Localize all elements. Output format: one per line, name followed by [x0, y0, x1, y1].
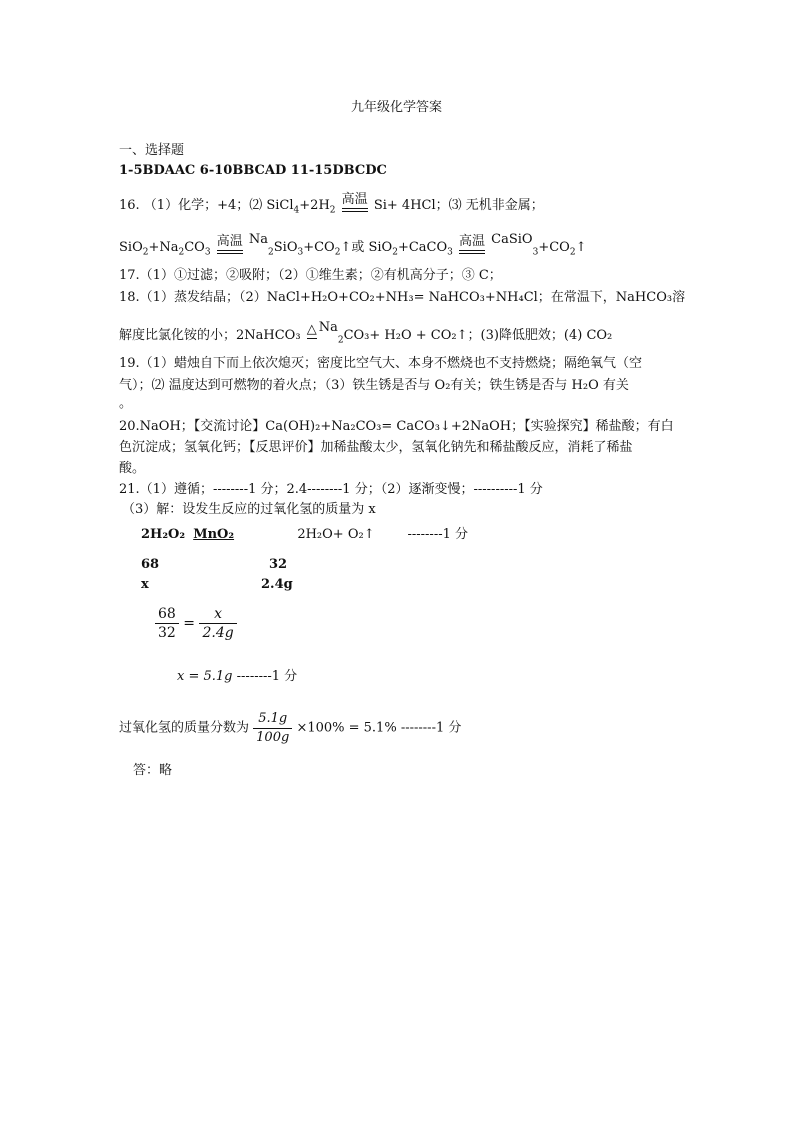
equals-sign: = — [183, 615, 196, 632]
eq-score: --------1 分 — [407, 527, 469, 542]
q16-text-g: Na — [248, 232, 269, 247]
q19-line1: 19.（1）蜡烛自下而上依次熄灭；密度比空气大、本身不燃烧也不支持燃烧；隔绝氧气（空 — [119, 356, 642, 371]
q21-line2: （3）解：设发生反应的过氧化氢的质量为 x — [122, 502, 376, 517]
fraction-x-2-4g: $\frac{x}{2.4g}$ — [199, 605, 236, 642]
q16-text-a: 16. （1）化学；+4；⑵ SiCl — [119, 198, 294, 213]
proportion — [155, 605, 237, 642]
mass-32: 32 — [269, 557, 288, 572]
q18-text-c: Na — [318, 320, 338, 335]
high-temp-condition: 高温 — [340, 193, 370, 212]
percentage-score: --------1 分 — [400, 720, 462, 736]
eq-catalyst: MnO₂ — [193, 527, 235, 542]
mass-68: 68 — [141, 557, 160, 572]
percentage-line — [119, 710, 461, 747]
eq-reactant: 2H₂O₂ — [141, 527, 186, 542]
mass-2-4g: 2.4g — [261, 577, 293, 592]
q20-line1: 20.NaOH；【交流讨论】Ca(OH)₂+Na₂CO₃= CaCO₃↓+2NaOH；【实验探究】稀盐酸；有白 — [119, 419, 674, 434]
x-score: --------1 分 — [236, 669, 298, 684]
q16-text-m: +CO — [538, 240, 570, 255]
q16-text-h: SiO — [273, 240, 298, 255]
eq-product: 2H₂O+ O₂↑ — [297, 527, 375, 542]
q16-text-d: SiO — [119, 240, 143, 255]
q16-text-n: ↑ — [575, 240, 587, 255]
high-temp-condition-2: 高温 — [215, 235, 245, 254]
q18-text-d: CO₃+ H₂O + CO₂↑；(3)降低肥效；(4) CO₂ — [343, 328, 613, 343]
q20-line3: 酸。 — [119, 461, 146, 476]
percentage-result: ×100% = 5.1% — [296, 720, 397, 736]
section-heading: 一、选择题 — [119, 143, 185, 158]
q16-text-j: ↑或 SiO — [340, 240, 393, 255]
fraction-5-1g-100g: $\frac{5.1g}{100g}$ — [253, 710, 292, 747]
q16-text-i: +CO — [303, 240, 335, 255]
page-title: 九年级化学答案 — [350, 100, 442, 115]
choice-answers: 1-5BDAAC 6-10BBCAD 11-15DBCDC — [119, 163, 387, 178]
q16-line2: $SiO_2+Na_2CO_3$ 高温 $Na_2SiO_3+CO_2↑$或 SiO$_2$+CaCO$_3$ 高温 $CaSiO_3+CO_2↑$ — [119, 232, 587, 258]
final-answer: 答：略 — [133, 763, 173, 778]
high-temp-condition-3: 高温 — [457, 235, 487, 254]
q16-text-b: +2H — [299, 198, 330, 213]
mass-x: x — [141, 577, 149, 592]
x-result — [177, 669, 297, 685]
fraction-68-32: $\frac{68}{32}$ — [155, 605, 179, 642]
q17-line: 17.（1）①过滤；②吸附；（2）①维生素；②有机高分子；③ C； — [119, 268, 502, 283]
q16-text-f: CO — [184, 240, 205, 255]
q18-line1: 18.（1）蒸发结晶；（2）NaCl+H₂O+CO₂+NH₃= NaHCO₃+NH₄Cl；在常温下，NaHCO₃溶 — [119, 290, 686, 305]
reaction-equation — [141, 527, 468, 543]
heat-condition: △ — [306, 322, 317, 337]
q21-line1: 21.（1）遵循；--------1 分；2.4--------1 分；（2）逐渐变慢；----------1 分 — [119, 482, 543, 497]
q20-line2: 色沉淀成；氢氧化钙；【反思评价】加稀盐酸太少，氢氧化钠先和稀盐酸反应，消耗了稀盐 — [119, 440, 633, 455]
q16-text-k: +CaCO — [397, 240, 448, 255]
q16-text-l: CaSiO — [491, 232, 533, 247]
percentage-label: 过氧化氢的质量分数为 — [119, 720, 250, 736]
q16-line1: 16. （1）化学；+4；⑵ $SiCl_4+2H_2$ 高温 Si+ 4HCl；⑶ 无机非金属； — [119, 192, 544, 216]
x-value: x = 5.1g — [177, 669, 233, 684]
q16-text-e: +Na — [148, 240, 179, 255]
q16-text-c: Si+ 4HCl；⑶ 无机非金属； — [373, 198, 544, 213]
q19-line3: 。 — [119, 396, 133, 411]
q18-text-b: 解度比氯化铵的小；2NaHCO₃ — [119, 328, 301, 343]
q18-line2: 解度比氯化铵的小；2NaHCO₃ △ $Na_2CO_3+ H_2O$ + CO₂↑；(3)降低肥效；(4) CO₂ — [119, 320, 613, 346]
q19-line2: 气）；⑵ 温度达到可燃物的着火点；（3）铁生锈是否与 O₂有关；铁生锈是否与 H₂O 有关 — [119, 378, 629, 393]
